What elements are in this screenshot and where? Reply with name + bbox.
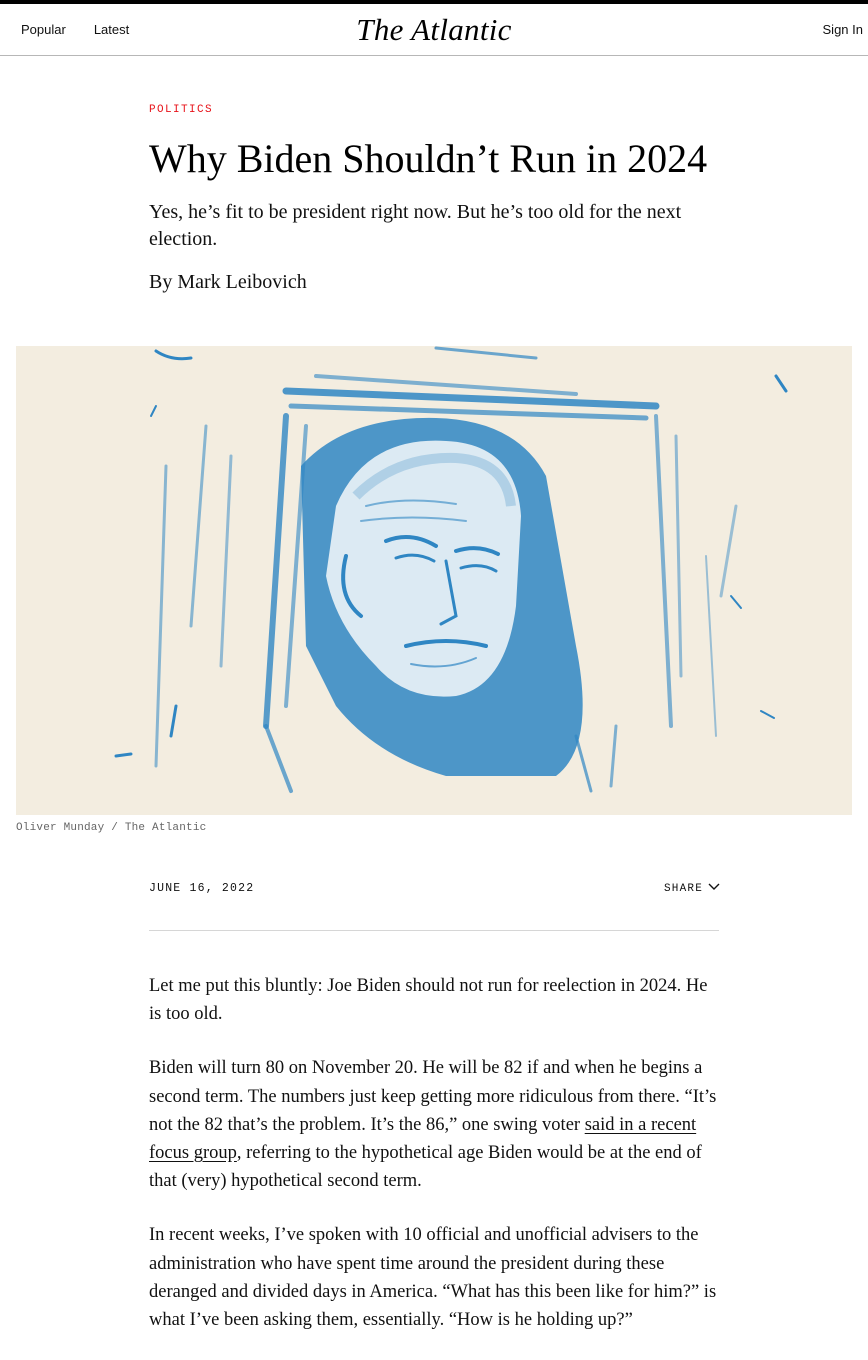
paragraph-3: In recent weeks, I’ve spoken with 10 official and unofficial advisers to the administration who have spent time around the president during these deranged and divided days in America. “What has this been like for him?” is what I’ve been asking them, essentially. “How is he holding up?” bbox=[149, 1225, 717, 1331]
article-byline[interactable]: By Mark Leibovich bbox=[149, 271, 307, 293]
paragraph-1: Let me put this bluntly: Joe Biden should not run for reelection in 2024. He is too old. bbox=[149, 976, 708, 1025]
article-title: Why Biden Shouldn’t Run in 2024 bbox=[149, 136, 708, 181]
site-logo[interactable]: The Atlantic bbox=[356, 12, 512, 47]
article-dek: Yes, he’s fit to be president right now. But he’s too old for the next election. bbox=[149, 201, 682, 250]
paragraph-2-text-before: Biden will turn 80 on November 20. He will be 82 if and when he begins a second term. The numbers just keep getting more ridiculous from there. “It’s not the 82 that’s the problem. It’s the 86,” one swing voter bbox=[149, 1058, 717, 1135]
chevron-down-icon bbox=[708, 883, 720, 895]
image-credit: Oliver Munday / The Atlantic bbox=[16, 822, 207, 834]
paragraph-2 bbox=[149, 1054, 721, 1195]
meta-divider bbox=[149, 930, 719, 931]
lead-illustration bbox=[16, 346, 852, 815]
paragraph-2-text-after: , referring to the hypothetical age Biden would be at the end of that (very) hypothetical second term. bbox=[149, 1143, 702, 1192]
publish-date: JUNE 16, 2022 bbox=[149, 882, 255, 895]
nav-popular[interactable]: Popular bbox=[21, 22, 66, 37]
share-label: SHARE bbox=[664, 883, 704, 895]
biden-portrait-illustration bbox=[16, 346, 852, 815]
share-button[interactable] bbox=[664, 883, 720, 895]
nav-latest[interactable]: Latest bbox=[93, 22, 130, 37]
article-body bbox=[149, 972, 721, 1360]
site-header bbox=[0, 4, 868, 56]
sign-in-link[interactable]: Sign In bbox=[822, 22, 863, 37]
focus-group-link[interactable]: said in a recent focus group bbox=[149, 1114, 697, 1164]
section-label[interactable]: POLITICS bbox=[149, 104, 214, 116]
